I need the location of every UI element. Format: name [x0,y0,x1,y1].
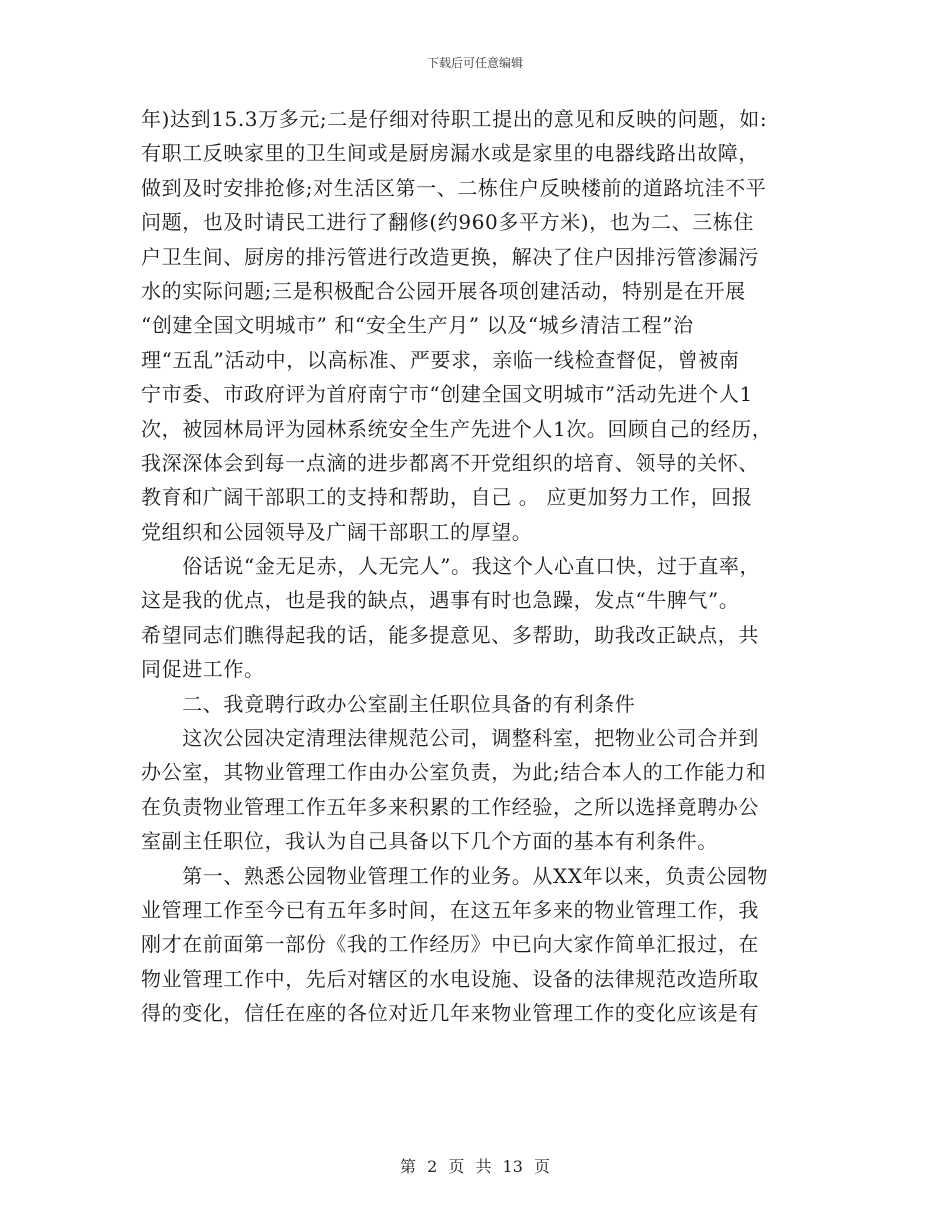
text-line: 在负责物业管理工作五年多来积累的工作经验，之所以选择竟聘办公 [141,794,759,819]
text-line: 户卫生间、厨房的排污管进行改造更换，解决了住户因排污管渗漏污 [141,244,759,269]
text-line: 问题，也及时请民工进行了翻修(约960多平方米)，也为二、三栋住 [141,210,754,235]
text-line: 水的实际问题;三是积极配合公园开展各项创建活动，特别是在开展 [141,278,746,303]
text-line: 这是我的优点，也是我的缺点，遇事有时也急躁，发点“牛脾气”。 [141,588,740,613]
text-line: 做到及时安排抢修;对生活区第一、二栋住户反映楼前的道路坑洼不平 [141,175,767,200]
text-line: 有职工反映家里的卫生间或是厨房漏水或是家里的电器线路出故障， [141,141,759,166]
text-line: 办公室，其物业管理工作由办公室负责，为此;结合本人的工作能力和 [141,760,767,785]
text-line: 宁市委、市政府评为首府南宁市“创建全国文明城市”活动先进个人1 [141,382,753,407]
text-line: 业管理工作至今已有五年多时间，在这五年多来的物业管理工作，我 [141,897,759,922]
text-line: 理“五乱”活动中，以高标准、严要求，亲临一线检查督促，曾被南 [141,347,740,372]
text-line: 年)达到15.3万多元;二是仔细对待职工提出的意见和反映的问题，如: [141,107,768,131]
text-line: 次，被园林局评为园林系统安全生产先进个人1次。回顾自己的经历， [141,416,773,441]
text-line: 刚才在前面第一部份《我的工作经历》中已向大家作简单汇报过，在 [141,932,759,957]
text-line: 物业管理工作中，先后对辖区的水电设施、设备的法律规范改造所取 [141,966,759,991]
text-line: 党组织和公园领导及广阔干部职工的厚望。 [141,519,533,544]
text-line: 我深深体会到每一点滴的进步都离不开党组织的培育、领导的关怀、 [141,450,759,475]
section-heading: 二、我竟聘行政办公室副主任职位具备的有利条件 [141,691,636,716]
text-line: 俗话说“金无足赤，人无完人”。我这个人心直口快，过于直率， [141,554,761,579]
page-header: 下载后可任意编辑 [426,56,523,70]
text-line: 同促进工作。 [141,657,265,682]
document-body [141,102,811,1031]
text-line: 得的变化，信任在座的各位对近几年来物业管理工作的变化应该是有 [141,1001,759,1026]
text-line: 这次公园决定清理法律规范公司，调整科室，把物业公司合并到 [141,726,759,751]
page-number: 第 2 页 共 13 页 [400,1157,550,1176]
text-line: 教育和广阔干部职工的支持和帮助，自己 。 应更加努力工作，回报 [141,485,753,510]
text-line: 希望同志们瞧得起我的话，能多提意见、多帮助，助我改正缺点，共 [141,622,759,647]
text-line: “创建全国文明城市” 和“安全生产月” 以及“城乡清洁工程”治 [141,313,694,338]
text-line: 室副主任职位，我认为自己具备以下几个方面的基本有利条件。 [141,829,718,854]
text-line: 第一、熟悉公园物业管理工作的业务。从XX年以来，负责公园物 [141,863,769,888]
